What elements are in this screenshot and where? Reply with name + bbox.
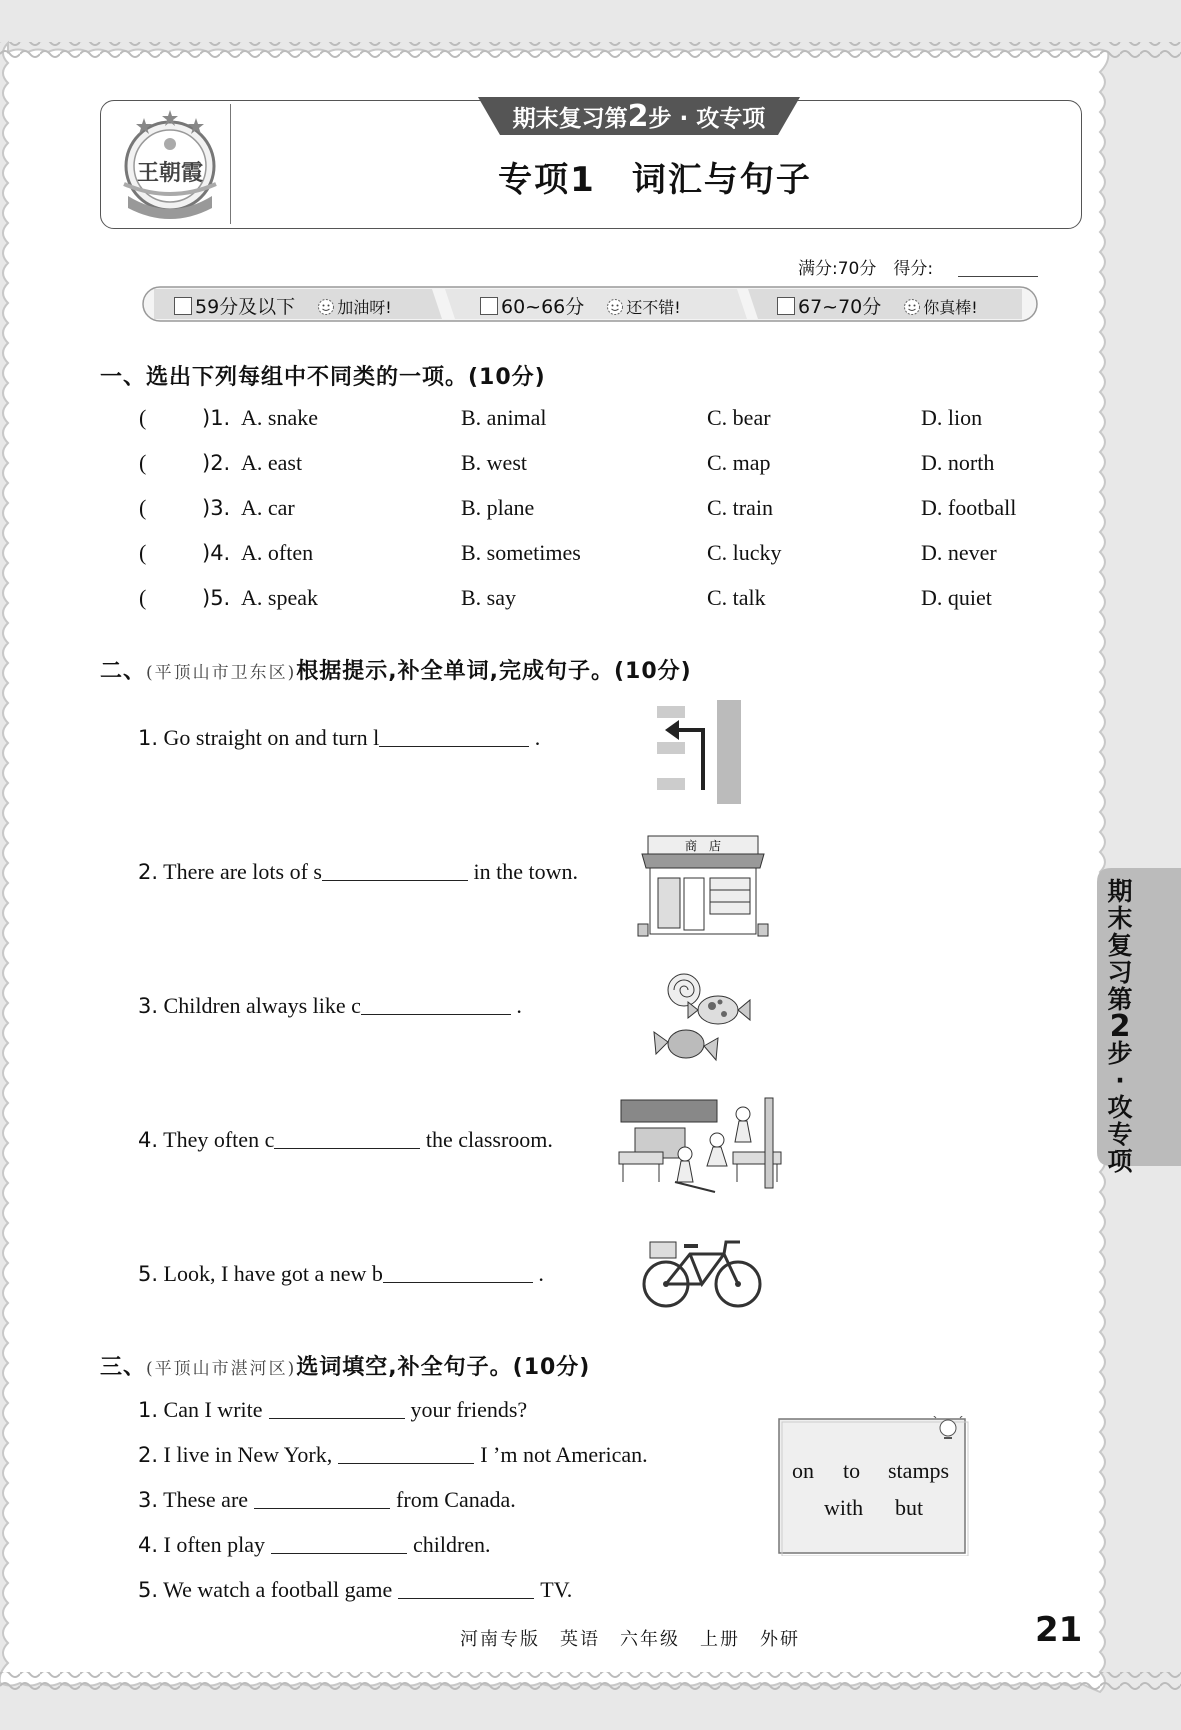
rating-praise-3: 你真棒! — [923, 298, 978, 317]
question-text-before: Children always like c — [163, 993, 361, 1018]
question-text-before: I often play — [163, 1532, 265, 1557]
option-d: D. quiet — [921, 585, 992, 610]
answer-blank[interactable] — [322, 858, 468, 881]
word-bank-but: but — [895, 1495, 924, 1520]
option-c: C. train — [707, 495, 773, 520]
option-b: B. sometimes — [461, 540, 581, 565]
score-label: 满分:70分 得分: — [798, 259, 934, 279]
option-b: B. west — [461, 450, 527, 475]
answer-paren[interactable]: ( — [139, 405, 147, 430]
answer-blank[interactable] — [379, 724, 529, 747]
answer-blank[interactable] — [361, 992, 511, 1015]
question-text-after: children. — [412, 1532, 491, 1557]
side-tab-line2: 步·攻专项 — [1107, 1039, 1133, 1176]
section3-prefix: 三、 — [100, 1355, 147, 1380]
question-number: 2. — [138, 1443, 159, 1467]
step-prefix: 期末复习第 — [512, 106, 628, 132]
question-number: 1. — [138, 1398, 159, 1422]
shop-picture — [636, 828, 770, 940]
section2-source: (平顶山市卫东区) — [146, 663, 297, 683]
option-c: C. talk — [707, 585, 766, 610]
question-number: )4. — [202, 541, 231, 565]
question-number: )3. — [202, 496, 231, 520]
question-number: )2. — [202, 451, 231, 475]
page-title: 专项1 词汇与句子 — [498, 160, 812, 200]
question-text-before: Go straight on and turn l — [163, 725, 380, 750]
question-number: 1. — [138, 726, 159, 750]
question-text-after: . — [516, 993, 522, 1018]
option-a: A. east — [241, 450, 303, 475]
question-number: 3. — [138, 994, 159, 1018]
option-d: D. lion — [921, 405, 983, 430]
question-text-after: I ’m not American. — [480, 1442, 648, 1467]
question-text-after: from Canada. — [396, 1487, 516, 1512]
score-blank[interactable] — [958, 276, 1038, 277]
answer-paren[interactable]: ( — [139, 495, 147, 520]
fill-in-question — [138, 1126, 553, 1153]
question-number: )1. — [202, 406, 231, 430]
option-b: B. plane — [461, 495, 535, 520]
fill-in-question — [138, 724, 540, 751]
rating-praise-2: 还不错! — [626, 298, 681, 317]
answer-blank[interactable] — [271, 1531, 407, 1554]
fill-in-question — [138, 1441, 648, 1468]
smiley-icon — [903, 298, 921, 316]
rating-checkbox-2[interactable] — [480, 297, 498, 315]
answer-blank[interactable] — [274, 1126, 420, 1149]
rating-checkbox-3[interactable] — [777, 297, 795, 315]
section2-prefix: 二、 — [100, 659, 147, 684]
fill-in-question — [138, 1486, 516, 1513]
question-number: 4. — [138, 1533, 159, 1557]
section3-title — [100, 1350, 590, 1381]
word-bank-on: on — [792, 1458, 814, 1483]
fill-in-question — [138, 1260, 544, 1287]
candy-picture — [648, 968, 758, 1066]
logo-text: 王朝霞 — [136, 160, 204, 186]
word-bank-with: with — [824, 1495, 864, 1520]
question-text-before: These are — [163, 1487, 249, 1512]
rating-range-1: 59分及以下 — [195, 296, 296, 318]
rating-option-2 — [480, 292, 681, 319]
side-tab-line1: 期末复习第 — [1107, 877, 1133, 1014]
option-a: A. snake — [241, 405, 318, 430]
question-number: )5. — [202, 586, 231, 610]
answer-blank[interactable] — [398, 1576, 534, 1599]
step-number: 2 — [627, 99, 649, 134]
bicycle-picture — [640, 1236, 764, 1310]
side-tab-number: 2 — [1109, 1009, 1131, 1044]
word-bank-box — [776, 1416, 970, 1556]
option-c: C. bear — [707, 405, 771, 430]
section2-title-text: 根据提示,补全单词,完成句子。(10分) — [296, 659, 692, 684]
question-text-after: the classroom. — [425, 1127, 553, 1152]
wang-zhaoxia-logo — [110, 104, 230, 222]
fill-in-question — [138, 992, 522, 1019]
option-a: A. speak — [241, 585, 318, 610]
fill-in-question — [138, 1396, 527, 1423]
fill-in-question — [138, 1576, 572, 1603]
fill-in-question — [138, 858, 578, 885]
option-c: C. map — [707, 450, 771, 475]
question-text-after: in the town. — [473, 859, 578, 884]
answer-blank[interactable] — [383, 1260, 533, 1283]
question-number: 2. — [138, 860, 159, 884]
question-text-before: We watch a football game — [163, 1577, 393, 1602]
question-text-before: I live in New York, — [163, 1442, 333, 1467]
question-text-after: . — [534, 725, 541, 750]
rating-checkbox-1[interactable] — [174, 297, 192, 315]
option-a: A. often — [241, 540, 314, 565]
section1-title: 一、选出下列每组中不同类的一项。(10分) — [100, 365, 546, 390]
side-tab-label — [1100, 878, 1140, 1175]
answer-paren[interactable]: ( — [139, 585, 147, 610]
option-d: D. never — [921, 540, 997, 565]
step-tab-label — [478, 97, 800, 137]
section2-title — [100, 654, 692, 685]
section3-source: (平顶山市湛河区) — [146, 1359, 297, 1379]
rating-option-1 — [174, 292, 392, 319]
answer-blank[interactable] — [254, 1486, 390, 1509]
answer-blank[interactable] — [338, 1441, 474, 1464]
cleaning-classroom-picture — [615, 1096, 791, 1196]
rating-praise-1: 加油呀! — [337, 298, 392, 317]
question-text-before: Can I write — [163, 1397, 263, 1422]
option-c: C. lucky — [707, 540, 782, 565]
page-number: 21 — [1035, 1610, 1083, 1650]
smiley-icon — [317, 298, 335, 316]
question-text-after: . — [538, 1261, 544, 1286]
rating-option-3 — [777, 292, 978, 319]
option-b: B. animal — [461, 405, 547, 430]
option-b: B. say — [461, 585, 516, 610]
option-d: D. football — [921, 495, 1017, 520]
shop-sign-text: 商 店 — [684, 839, 722, 853]
question-text-before: There are lots of s — [163, 859, 322, 884]
option-d: D. north — [921, 450, 995, 475]
question-number: 5. — [138, 1262, 159, 1286]
answer-paren[interactable]: ( — [139, 540, 147, 565]
question-text-after: your friends? — [410, 1397, 528, 1422]
question-number: 5. — [138, 1578, 159, 1602]
rating-range-2: 60~66分 — [501, 296, 585, 318]
rating-range-3: 67~70分 — [798, 296, 882, 318]
question-text-before: Look, I have got a new b — [163, 1261, 383, 1286]
answer-paren[interactable]: ( — [139, 450, 147, 475]
turn-left-road-picture — [655, 698, 745, 806]
question-number: 3. — [138, 1488, 159, 1512]
fill-in-question — [138, 1531, 491, 1558]
step-suffix: 步 · 攻专项 — [648, 106, 766, 132]
smiley-icon — [606, 298, 624, 316]
footer-text: 河南专版 英语 六年级 上册 外研 — [460, 1629, 800, 1650]
question-number: 4. — [138, 1128, 159, 1152]
option-a: A. car — [241, 495, 295, 520]
question-text-before: They often c — [163, 1127, 275, 1152]
word-bank-stamps: stamps — [888, 1458, 950, 1483]
answer-blank[interactable] — [269, 1396, 405, 1419]
word-bank-to: to — [843, 1458, 861, 1483]
question-text-after: TV. — [540, 1577, 573, 1602]
section3-title-text: 选词填空,补全句子。(10分) — [296, 1355, 591, 1380]
